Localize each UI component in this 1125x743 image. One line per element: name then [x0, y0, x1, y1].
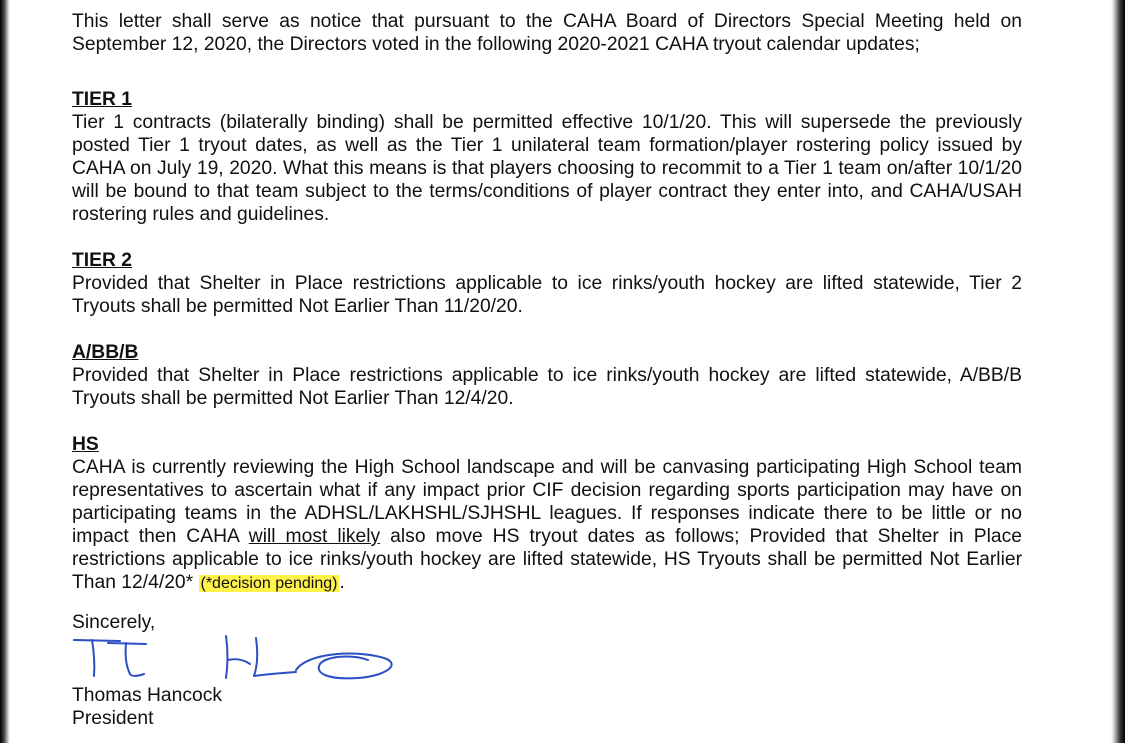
page-edge-right [1111, 0, 1125, 743]
section-body [72, 456, 1022, 595]
signer-name: Thomas Hancock [72, 685, 223, 706]
section-a-bb-b [72, 341, 1022, 410]
section-heading: A/BB/B [72, 342, 139, 363]
page-edge-left [0, 0, 10, 743]
section-tier-1 [72, 88, 1022, 226]
section-heading: TIER 2 [72, 250, 132, 271]
signer-title: President [72, 708, 154, 729]
section-tier-2 [72, 249, 1022, 318]
section-body: Provided that Shelter in Place restrictions applicable to ice rinks/youth hockey are lifted statewide, A/BB/B Tryouts shall be permitted Not Earlier Than 12/4/20. [72, 365, 1022, 409]
section-heading: HS [72, 434, 99, 455]
hs-body-text: CAHA is currently reviewing the High School landscape and will be canvasing participating High School team representatives to ascertain what if any impact prior CIF decision regarding sports participation may have on participating teams in the ADHSL/LAKHSHL/SJHSHL leagues. If responses indicate there to be little or no impact then CAHA [72, 457, 1022, 547]
underlined-phrase: will most likely [248, 526, 381, 547]
signer-block [72, 684, 222, 730]
highlighted-note: (*decision pending) [200, 575, 338, 592]
section-heading: TIER 1 [72, 89, 132, 110]
section-hs [72, 433, 1022, 595]
intro-paragraph: This letter shall serve as notice that pursuant to the CAHA Board of Directors Special Meeting held on September 12, 2020, the Directors voted in the following 2020-2021 CAHA tryout calendar updates; [72, 11, 1022, 55]
section-body: Provided that Shelter in Place restrictions applicable to ice rinks/youth hockey are lifted statewide, Tier 2 Tryouts shall be permitted Not Earlier Than 11/20/20. [72, 273, 1022, 317]
closing-salutation: Sincerely, [72, 612, 156, 633]
section-body: Tier 1 contracts (bilaterally binding) shall be permitted effective 10/1/20. This will supersede the previously posted Tier 1 tryout dates, as well as the Tier 1 unilateral team formation/player rostering policy issued by CAHA on July 19, 2020. What this means is that players choosing to recommit to a Tier 1 team on/after 10/1/20 will be bound to that team subject to the terms/conditions of player contract they enter into, and CAHA/USAH rostering rules and guidelines. [72, 112, 1022, 225]
handwritten-signature [68, 630, 408, 690]
hs-body-end: . [339, 572, 345, 593]
hs-body-text: also move HS tryout dates as follows; Provided that Shelter in Place restrictions applicable to ice rinks/youth hockey are lifted statewide, HS Tryouts shall be permitted Not Earlier Than 12/4/20* [72, 526, 1022, 593]
letter-body [72, 10, 1022, 618]
